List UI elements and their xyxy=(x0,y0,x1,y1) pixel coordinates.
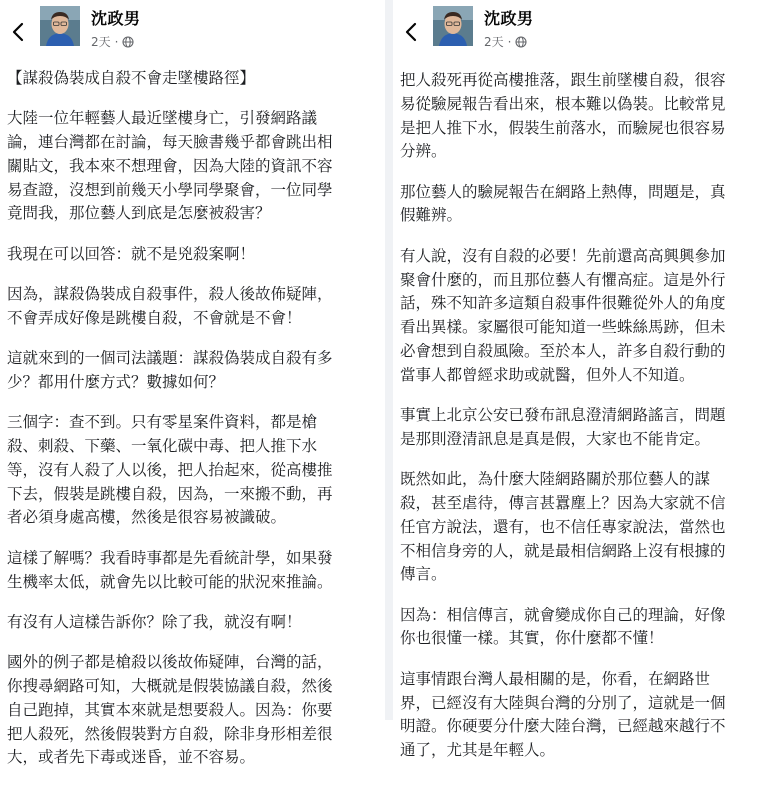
post-text-line: 這事情跟台灣人最相關的是，你看，在網路世 xyxy=(400,669,711,688)
post-paragraph xyxy=(7,107,379,226)
post-text-line: 假難辨。 xyxy=(400,206,463,225)
post-text-line: 國外的例子都是槍殺以後故佈疑陣，台灣的話， xyxy=(7,653,333,672)
post-paragraph xyxy=(400,604,772,652)
post-body xyxy=(7,67,379,787)
post-paragraph xyxy=(400,181,772,229)
post-text-line: 看出異樣。家屬很可能知道一些蛛絲馬跡，但未 xyxy=(400,318,726,337)
post-text-line: 三個字：查不到。只有零星案件資料，都是槍 xyxy=(7,413,318,432)
post-text-line: 必會想到自殺風險。至於本人，許多自殺行動的 xyxy=(400,341,726,360)
post-text-line: 大，或者先下毒或迷昏，並不容易。 xyxy=(7,748,256,767)
post-paragraph xyxy=(400,668,772,763)
post-text-line: 竟問我，那位藝人到底是怎麼被殺害？ xyxy=(7,204,271,223)
globe-icon xyxy=(122,36,134,48)
post-text-line: 你也很懂一樣。其實，你什麼都不懂！ xyxy=(400,629,664,648)
post-paragraph xyxy=(400,404,772,452)
divider xyxy=(385,0,393,720)
post-paragraph xyxy=(7,347,379,395)
post-paragraph xyxy=(7,411,379,530)
post-text-line: 是那則澄清訊息是真是假，大家也不能肯定。 xyxy=(400,429,711,448)
post-text-line: 這樣了解嗎？我看時事都是先看統計學，如果發 xyxy=(7,548,333,567)
post-text-line: 你搜尋網路可知，大概就是假裝協議自殺，然後 xyxy=(7,676,333,695)
post-text-line: 易查證，沒想到前幾天小學同學聚會，一位同學 xyxy=(7,180,333,199)
post-text-line: 論，連台灣都在討論，每天臉書幾乎都會跳出相 xyxy=(7,133,333,152)
post-text-line: 生機率太低，就會先以比較可能的狀況來推論。 xyxy=(7,572,333,591)
post-text-line: 少？都用什麼方式？數據如何？ xyxy=(7,372,225,391)
post-paragraph xyxy=(7,67,379,91)
post-text-line: 有人說，沒有自殺的必要！先前還高高興興參加 xyxy=(400,246,726,265)
post-text-line: 通了，尤其是年輕人。 xyxy=(400,741,556,760)
post-paragraph xyxy=(7,243,379,267)
post-text-line: 聚會什麼的，而且那位藝人有懼高症。這是外行 xyxy=(400,270,726,289)
avatar[interactable] xyxy=(40,6,80,46)
chevron-left-icon xyxy=(12,22,24,42)
post-text-line: 因為，謀殺偽裝成自殺事件，殺人後故佈疑陣， xyxy=(7,285,333,304)
post-paragraph xyxy=(400,468,772,587)
meta-separator: · xyxy=(114,34,119,49)
back-button[interactable] xyxy=(401,20,421,44)
chevron-left-icon xyxy=(405,22,417,42)
post-header xyxy=(393,0,778,60)
post-text-line: 當事人都曾經求助或就醫，但外人不知道。 xyxy=(400,365,695,384)
post-paragraph xyxy=(400,245,772,388)
post-paragraph xyxy=(7,651,379,770)
post-text-line: 我現在可以回答：就不是兇殺案啊！ xyxy=(7,244,256,263)
post-text-line: 易從驗屍報告看出來，根本難以偽裝。比較常見 xyxy=(400,94,726,113)
post-time[interactable]: 2天 xyxy=(91,35,111,49)
post-text-line: 等，沒有人殺了人以後，把人抬起來，從高樓推 xyxy=(7,460,333,479)
post-body xyxy=(400,69,772,779)
post-text-line: 事實上北京公安已發布訊息澄清網路謠言，問題 xyxy=(400,406,726,425)
post-header xyxy=(0,0,385,60)
author-name[interactable]: 沈政男 xyxy=(484,9,534,28)
post-text-line: 下去，假裝是跳樓自殺，因為，一來搬不動，再 xyxy=(7,484,333,503)
post-text-line: 界，已經沒有大陸與台灣的分別了，這就是一個 xyxy=(400,693,726,712)
author-name[interactable]: 沈政男 xyxy=(91,9,141,28)
post-text-line: 把人殺死再從高樓推落，跟生前墜樓自殺，很容 xyxy=(400,71,726,89)
post-text-line: 殺，甚至虐待，傳言甚囂塵上？因為大家就不信 xyxy=(400,493,726,512)
post-text-line: 因為：相信傳言，就會變成你自己的理論，好像 xyxy=(400,605,726,624)
post-time[interactable]: 2天 xyxy=(484,35,504,49)
post-text-line: 者必須身處高樓，然後是很容易被識破。 xyxy=(7,508,287,527)
globe-icon xyxy=(515,36,527,48)
post-meta xyxy=(484,33,527,50)
post-text-line: 【謀殺偽裝成自殺不會走墜樓路徑】 xyxy=(7,69,256,87)
post-text-line: 把人殺死，然後假裝對方自殺，除非身形相差很 xyxy=(7,724,333,743)
post-text-line: 分辨。 xyxy=(400,142,447,161)
post-panel-right xyxy=(393,0,778,760)
post-paragraph xyxy=(7,547,379,595)
post-text-line: 任官方說法，還有，也不信任專家說法，當然也 xyxy=(400,517,726,536)
avatar[interactable] xyxy=(433,6,473,46)
post-text-line: 既然如此，為什麼大陸網路關於那位藝人的謀 xyxy=(400,470,711,489)
post-text-line: 這就來到的一個司法議題：謀殺偽裝成自殺有多 xyxy=(7,349,333,368)
post-text-line: 是把人推下水，假裝生前落水，而驗屍也很容易 xyxy=(400,118,726,137)
post-text-line: 不會弄成好像是跳樓自殺，不會就是不會！ xyxy=(7,308,302,327)
post-text-line: 不相信身旁的人，就是最相信網路上沒有根據的 xyxy=(400,541,726,560)
post-paragraph xyxy=(7,283,379,331)
post-paragraph xyxy=(7,611,379,635)
post-text-line: 明證。你硬要分什麼大陸台灣，已經越來越行不 xyxy=(400,717,726,736)
post-meta xyxy=(91,33,134,50)
post-panel-left xyxy=(0,0,385,767)
post-text-line: 關貼文，我本來不想理會，因為大陸的資訊不容 xyxy=(7,156,333,175)
post-text-line: 話，殊不知許多這類自殺事件很難從外人的角度 xyxy=(400,294,726,313)
post-text-line: 大陸一位年輕藝人最近墜樓身亡，引發網路議 xyxy=(7,109,318,128)
post-text-line: 傳言。 xyxy=(400,565,447,584)
post-text-line: 有沒有人這樣告訴你？除了我，就沒有啊！ xyxy=(7,612,302,631)
post-paragraph xyxy=(400,69,772,164)
post-text-line: 殺、刺殺、下藥、一氧化碳中毒、把人推下水 xyxy=(7,437,318,456)
post-text-line: 那位藝人的驗屍報告在網路上熱傳，問題是，真 xyxy=(400,182,726,201)
back-button[interactable] xyxy=(8,20,28,44)
post-text-line: 自己跑掉，其實本來就是想要殺人。因為：你要 xyxy=(7,700,333,719)
meta-separator: · xyxy=(507,34,512,49)
